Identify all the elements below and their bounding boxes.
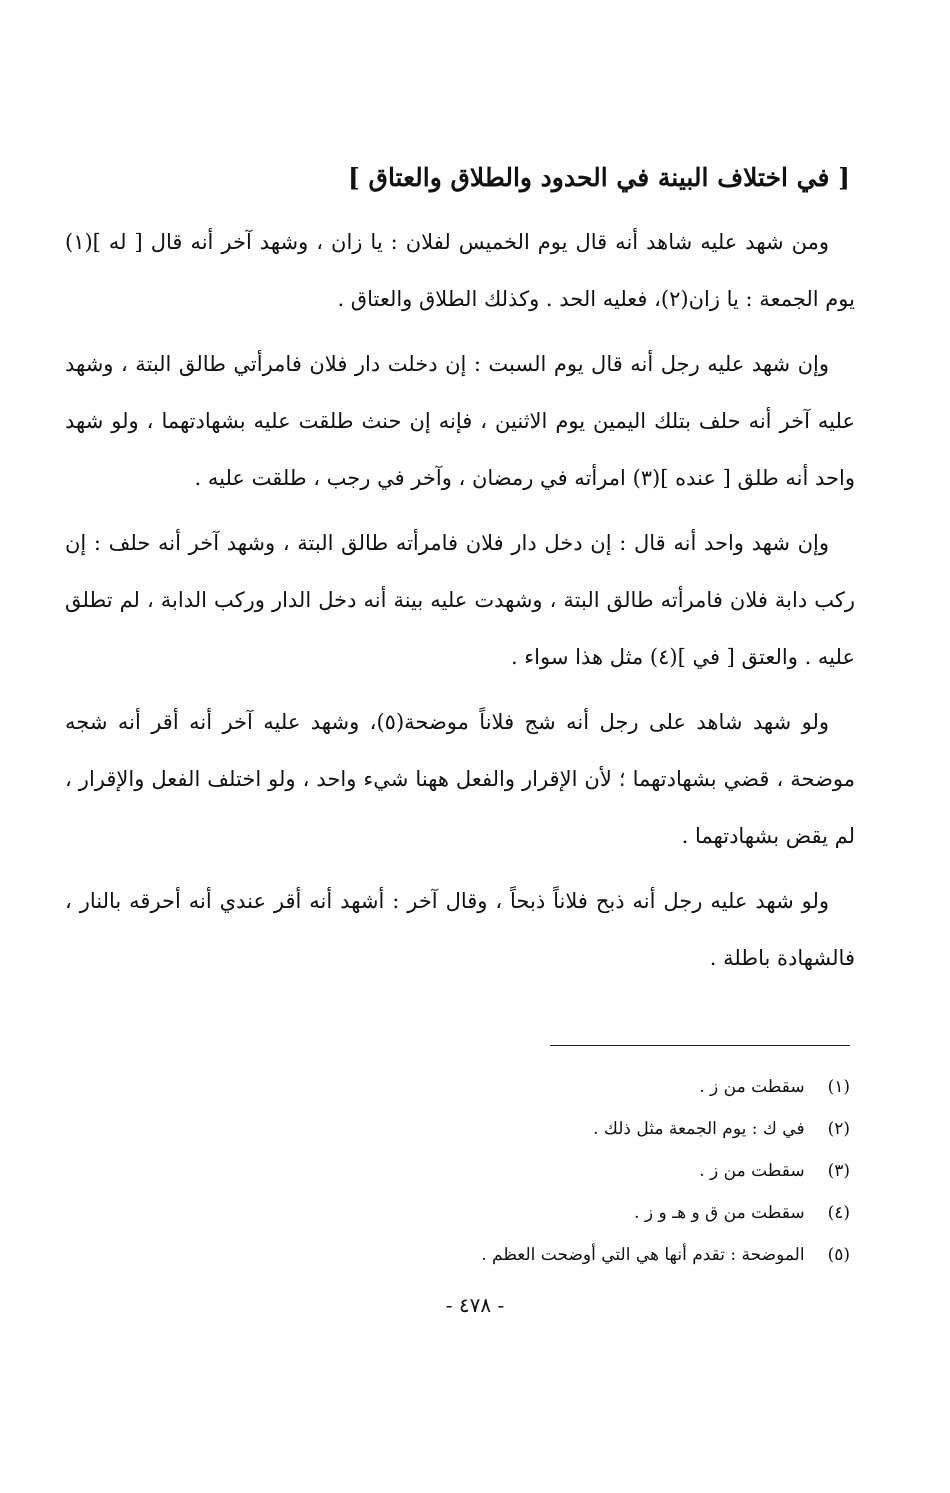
footnote-text: سقطت من ق و هـ و ز .	[634, 1203, 805, 1223]
page-number: - ٤٧٨ -	[445, 1293, 505, 1317]
footnote-number: (٣)	[827, 1161, 850, 1181]
footnote-number: (١)	[827, 1077, 850, 1097]
footnotes	[150, 1066, 850, 1276]
paragraph-1: ومن شهد عليه شاهد أنه قال يوم الخميس لفلان : يا زان ، وشهد آخر أنه قال [ له ](١) يوم الجمعة : يا زان(٢)، فعليه الحد . وكذلك الطلاق والعتاق .	[65, 230, 855, 311]
paragraph-2: وإن شهد عليه رجل أنه قال يوم السبت : إن دخلت دار فلان فامرأتي طالق البتة ، وشهد عليه آخر أنه حلف بتلك اليمين يوم الاثنين ، فإنه إن حنث طلقت عليه بشهادتهما ، ولو شهد واحد أنه طلق [ عنده ](٣) امرأته في رمضان ، وآخر في رجب ، طلقت عليه .	[65, 352, 856, 490]
footnote-divider	[550, 1045, 850, 1046]
footnote-text: في ك : يوم الجمعة مثل ذلك .	[593, 1119, 805, 1139]
footnote-5	[150, 1234, 850, 1276]
footnote-text: الموضحة : تقدم أنها هي التي أوضحت العظم .	[481, 1245, 805, 1265]
footnote-text: سقطت من ز .	[699, 1161, 805, 1181]
paragraph-5: ولو شهد عليه رجل أنه ذبح فلاناً ذبحاً ، وقال آخر : أشهد أنه أقر عندي أنه أحرقه بالنار ، فالشهادة باطلة .	[65, 889, 855, 970]
footnote-text: سقطت من ز .	[699, 1077, 805, 1097]
paragraph-4: ولو شهد شاهد على رجل أنه شج فلاناً موضحة(٥)، وشهد عليه آخر أنه أقر أنه شجه موضحة ، قضي بشهادتهما ؛ لأن الإقرار والفعل ههنا شيء واحد ، ولو اختلف الفعل والإقرار ، لم يقض بشهادتهما .	[65, 710, 855, 848]
footnote-number: (٢)	[827, 1119, 850, 1139]
section-heading: [ في اختلاف البينة في الحدود والطلاق والعتاق ]	[348, 163, 850, 192]
footnote-2	[150, 1108, 850, 1150]
footnote-1	[150, 1066, 850, 1108]
main-text	[65, 214, 855, 995]
footnote-number: (٤)	[827, 1203, 850, 1223]
footnote-4	[150, 1192, 850, 1234]
footnote-number: (٥)	[827, 1245, 850, 1265]
paragraph-3: وإن شهد واحد أنه قال : إن دخل دار فلان فامرأته طالق البتة ، وشهد آخر أنه حلف : إن ركب دابة فلان فامرأته طالق البتة ، وشهدت عليه بينة أنه دخل الدار وركب الدابة ، لم تطلق عليه . والعتق [ في ](٤) مثل هذا سواء .	[65, 531, 855, 669]
footnote-3	[150, 1150, 850, 1192]
